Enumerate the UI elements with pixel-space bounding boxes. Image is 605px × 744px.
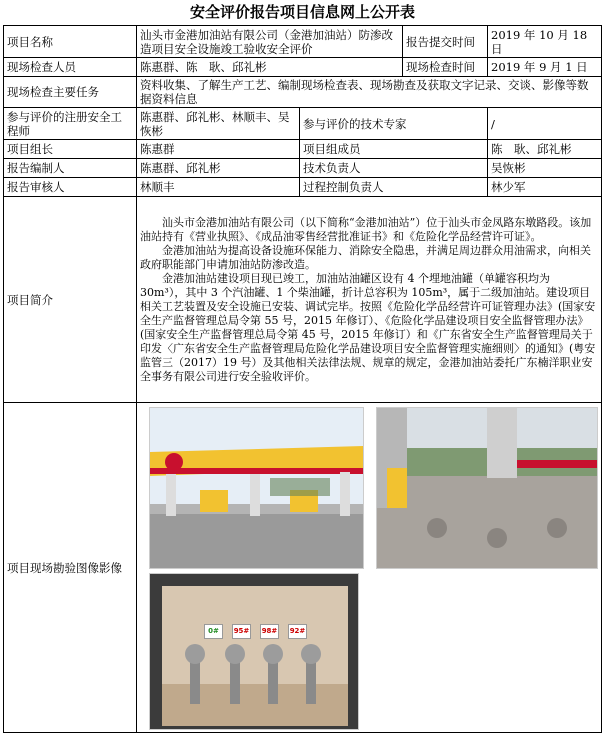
fuel-sign-95: 95# (232, 624, 251, 639)
label-process-lead: 过程控制负责人 (300, 178, 488, 197)
row-images (4, 403, 602, 733)
value-tech-lead: 吴恢彬 (488, 159, 602, 178)
label-reviewer: 报告审核人 (4, 178, 137, 197)
station-canopy-photo (149, 407, 364, 569)
label-engineers: 参与评价的注册安全工程师 (4, 108, 137, 140)
label-summary: 项目简介 (4, 197, 137, 403)
label-author: 报告编制人 (4, 159, 137, 178)
value-inspectors: 陈惠群、陈 耿、邱礼彬 (137, 58, 403, 77)
value-project-name: 汕头市金港加油站有限公司（金港加油站）防渗改造项目安全设施竣工验收安全评价 (137, 26, 403, 58)
row-reviewer (4, 178, 602, 197)
images-cell (137, 403, 602, 733)
row-author (4, 159, 602, 178)
value-reviewer: 林顺丰 (137, 178, 300, 197)
label-project-name: 项目名称 (4, 26, 137, 58)
value-engineers: 陈惠群、邱礼彬、林顺丰、吴恢彬 (137, 108, 300, 140)
label-inspectors: 现场检查人员 (4, 58, 137, 77)
summary-paragraph-3: 金港加油站建设项目现已竣工，加油站油罐区设有 4 个埋地油罐（单罐容积均为 30m³），其中 3 个汽油罐、1 个柴油罐，折计总容积为 105m³，属于二级加油站。建设项目相关工艺装置及安全设施已安装、调试完毕。按照《危险化学品经营许可证管理办法》(国家安全生产监督管理总局令第 55 号，2015 年修订）、《危险化学品建设项目安全监督管理办法》(国家安全生产监督管理总局令第 45 号，2015 年修订）和《广东省安全生产监督管理局关于印发〈广东省安全生产监督管理局危险化学品建设项目安全监督管理实施细则〉的通知》(粤安监管三（2017）19 号）及其他相关法律法规、规章的规定，金港加油站委托广东楠洋职业安全事务有限公司进行安全验收评价。 (140, 271, 596, 383)
label-inspect-time: 现场检查时间 (403, 58, 488, 77)
label-leader: 项目组长 (4, 140, 137, 159)
label-submit-time: 报告提交时间 (403, 26, 488, 58)
row-task (4, 77, 602, 108)
label-tech-lead: 技术负责人 (300, 159, 488, 178)
value-inspect-time: 2019 年 9 月 1 日 (488, 58, 602, 77)
value-process-lead: 林少军 (488, 178, 602, 197)
fuel-sign-98: 98# (260, 624, 279, 639)
row-summary (4, 197, 602, 403)
page-title: 安全评价报告项目信息网上公开表 (189, 3, 415, 21)
forecourt-photo (376, 407, 598, 569)
summary-paragraph-1: 汕头市金港加油站有限公司（以下简称“金港加油站”）位于汕头市金凤路东墩路段。该加油站持有《营业执照》、《成品油零售经营批准证书》和《危险化学品经营许可证》。 (140, 215, 592, 243)
summary-paragraph-2: 金港加油站为提高设备设施环保能力、消除安全隐患，并满足周边群众用油需求，向相关政府职能部门申请加油站防渗改造。 (140, 243, 591, 271)
label-experts: 参与评价的技术专家 (300, 108, 488, 140)
summary-text (137, 197, 602, 403)
value-author: 陈惠群、邱礼彬 (137, 159, 300, 178)
value-task: 资料收集、了解生产工艺、编制现场检查表、现场勘查及获取文字记录、交谈、影像等数据资料信息 (137, 77, 602, 108)
row-inspectors (4, 58, 602, 77)
row-project-name (4, 26, 602, 58)
row-leader (4, 140, 602, 159)
value-members: 陈 耿、邱礼彬 (488, 140, 602, 159)
value-leader: 陈惠群 (137, 140, 300, 159)
value-submit-time: 2019 年 10 月 18 日 (488, 26, 602, 58)
info-table (3, 25, 602, 733)
label-images: 项目现场勘验图像影像 (4, 403, 137, 733)
fuel-sign-92: 92# (288, 624, 307, 639)
fuel-sign-0: 0# (204, 624, 223, 639)
label-task: 现场检查主要任务 (4, 77, 137, 108)
tank-pipes-photo (149, 573, 359, 730)
label-members: 项目组成员 (300, 140, 488, 159)
row-engineers (4, 108, 602, 140)
value-experts: / (488, 108, 602, 140)
